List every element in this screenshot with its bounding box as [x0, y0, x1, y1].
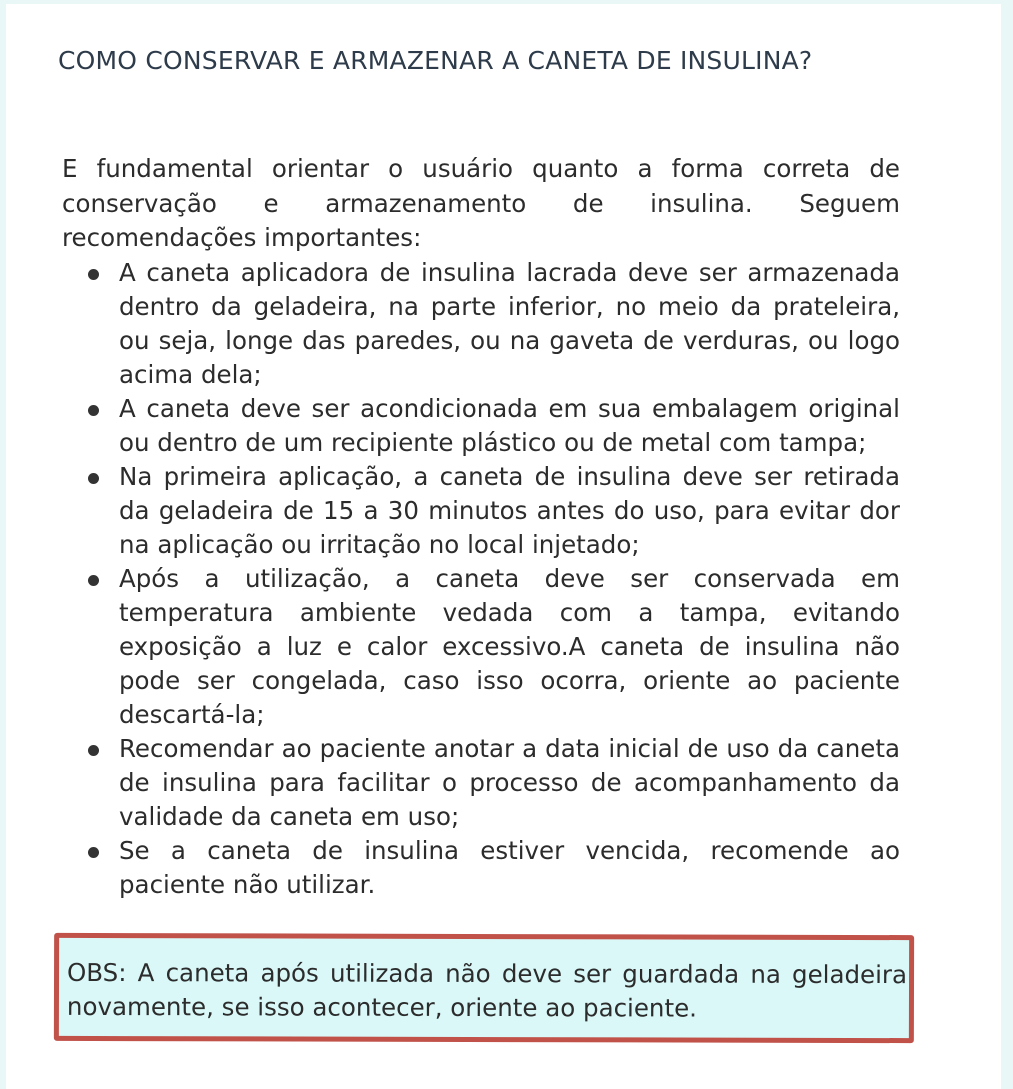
list-item: [62, 256, 900, 392]
list-item-text: A caneta deve ser acondicionada em sua embalagem original ou dentro de um recipiente plástico ou de metal com tampa;: [119, 393, 900, 457]
bullet-icon: [88, 405, 99, 416]
bullet-icon: [88, 575, 99, 586]
document-page: [6, 4, 1001, 1089]
list-item: [62, 460, 900, 562]
recommendation-list: [62, 256, 900, 902]
list-item: [62, 562, 900, 732]
list-item: [62, 392, 900, 460]
list-item-text: Se a caneta de insulina estiver vencida, recomende ao paciente não utilizar.: [119, 835, 900, 899]
body-content: [62, 152, 900, 902]
obs-note: OBS: A caneta após utilizada não deve ser guardada na geladeira novamente, se isso acontecer, oriente ao paciente.: [66, 957, 908, 1023]
list-item: [62, 834, 900, 902]
bullet-icon: [88, 745, 99, 756]
list-item-text: Após a utilização, a caneta deve ser conservada em temperatura ambiente vedada com a tampa, evitando exposição a luz e calor excessivo.A caneta de insulina não pode ser congelada, caso isso ocorra, oriente ao paciente descartá-la;: [119, 563, 900, 729]
bullet-icon: [88, 269, 99, 280]
page-title: COMO CONSERVAR E ARMAZENAR A CANETA DE INSULINA?: [58, 46, 813, 75]
obs-callout-box: [54, 933, 914, 1043]
list-item-text: A caneta aplicadora de insulina lacrada deve ser armazenada dentro da geladeira, na parte inferior, no meio da prateleira, ou seja, longe das paredes, ou na gaveta de verduras, ou logo acima dela;: [119, 257, 900, 389]
bullet-icon: [88, 473, 99, 484]
list-item: [62, 732, 900, 834]
bullet-icon: [88, 847, 99, 858]
list-item-text: Na primeira aplicação, a caneta de insulina deve ser retirada da geladeira de 15 a 30 minutos antes do uso, para evitar dor na aplicação ou irritação no local injetado;: [119, 461, 900, 559]
intro-paragraph: E fundamental orientar o usuário quanto a forma correta de conservação e armazenamento de insulina. Seguem recomendações importantes:: [62, 154, 900, 252]
list-item-text: Recomendar ao paciente anotar a data inicial de uso da caneta de insulina para facilitar o processo de acompanhamento da validade da caneta em uso;: [119, 733, 900, 831]
